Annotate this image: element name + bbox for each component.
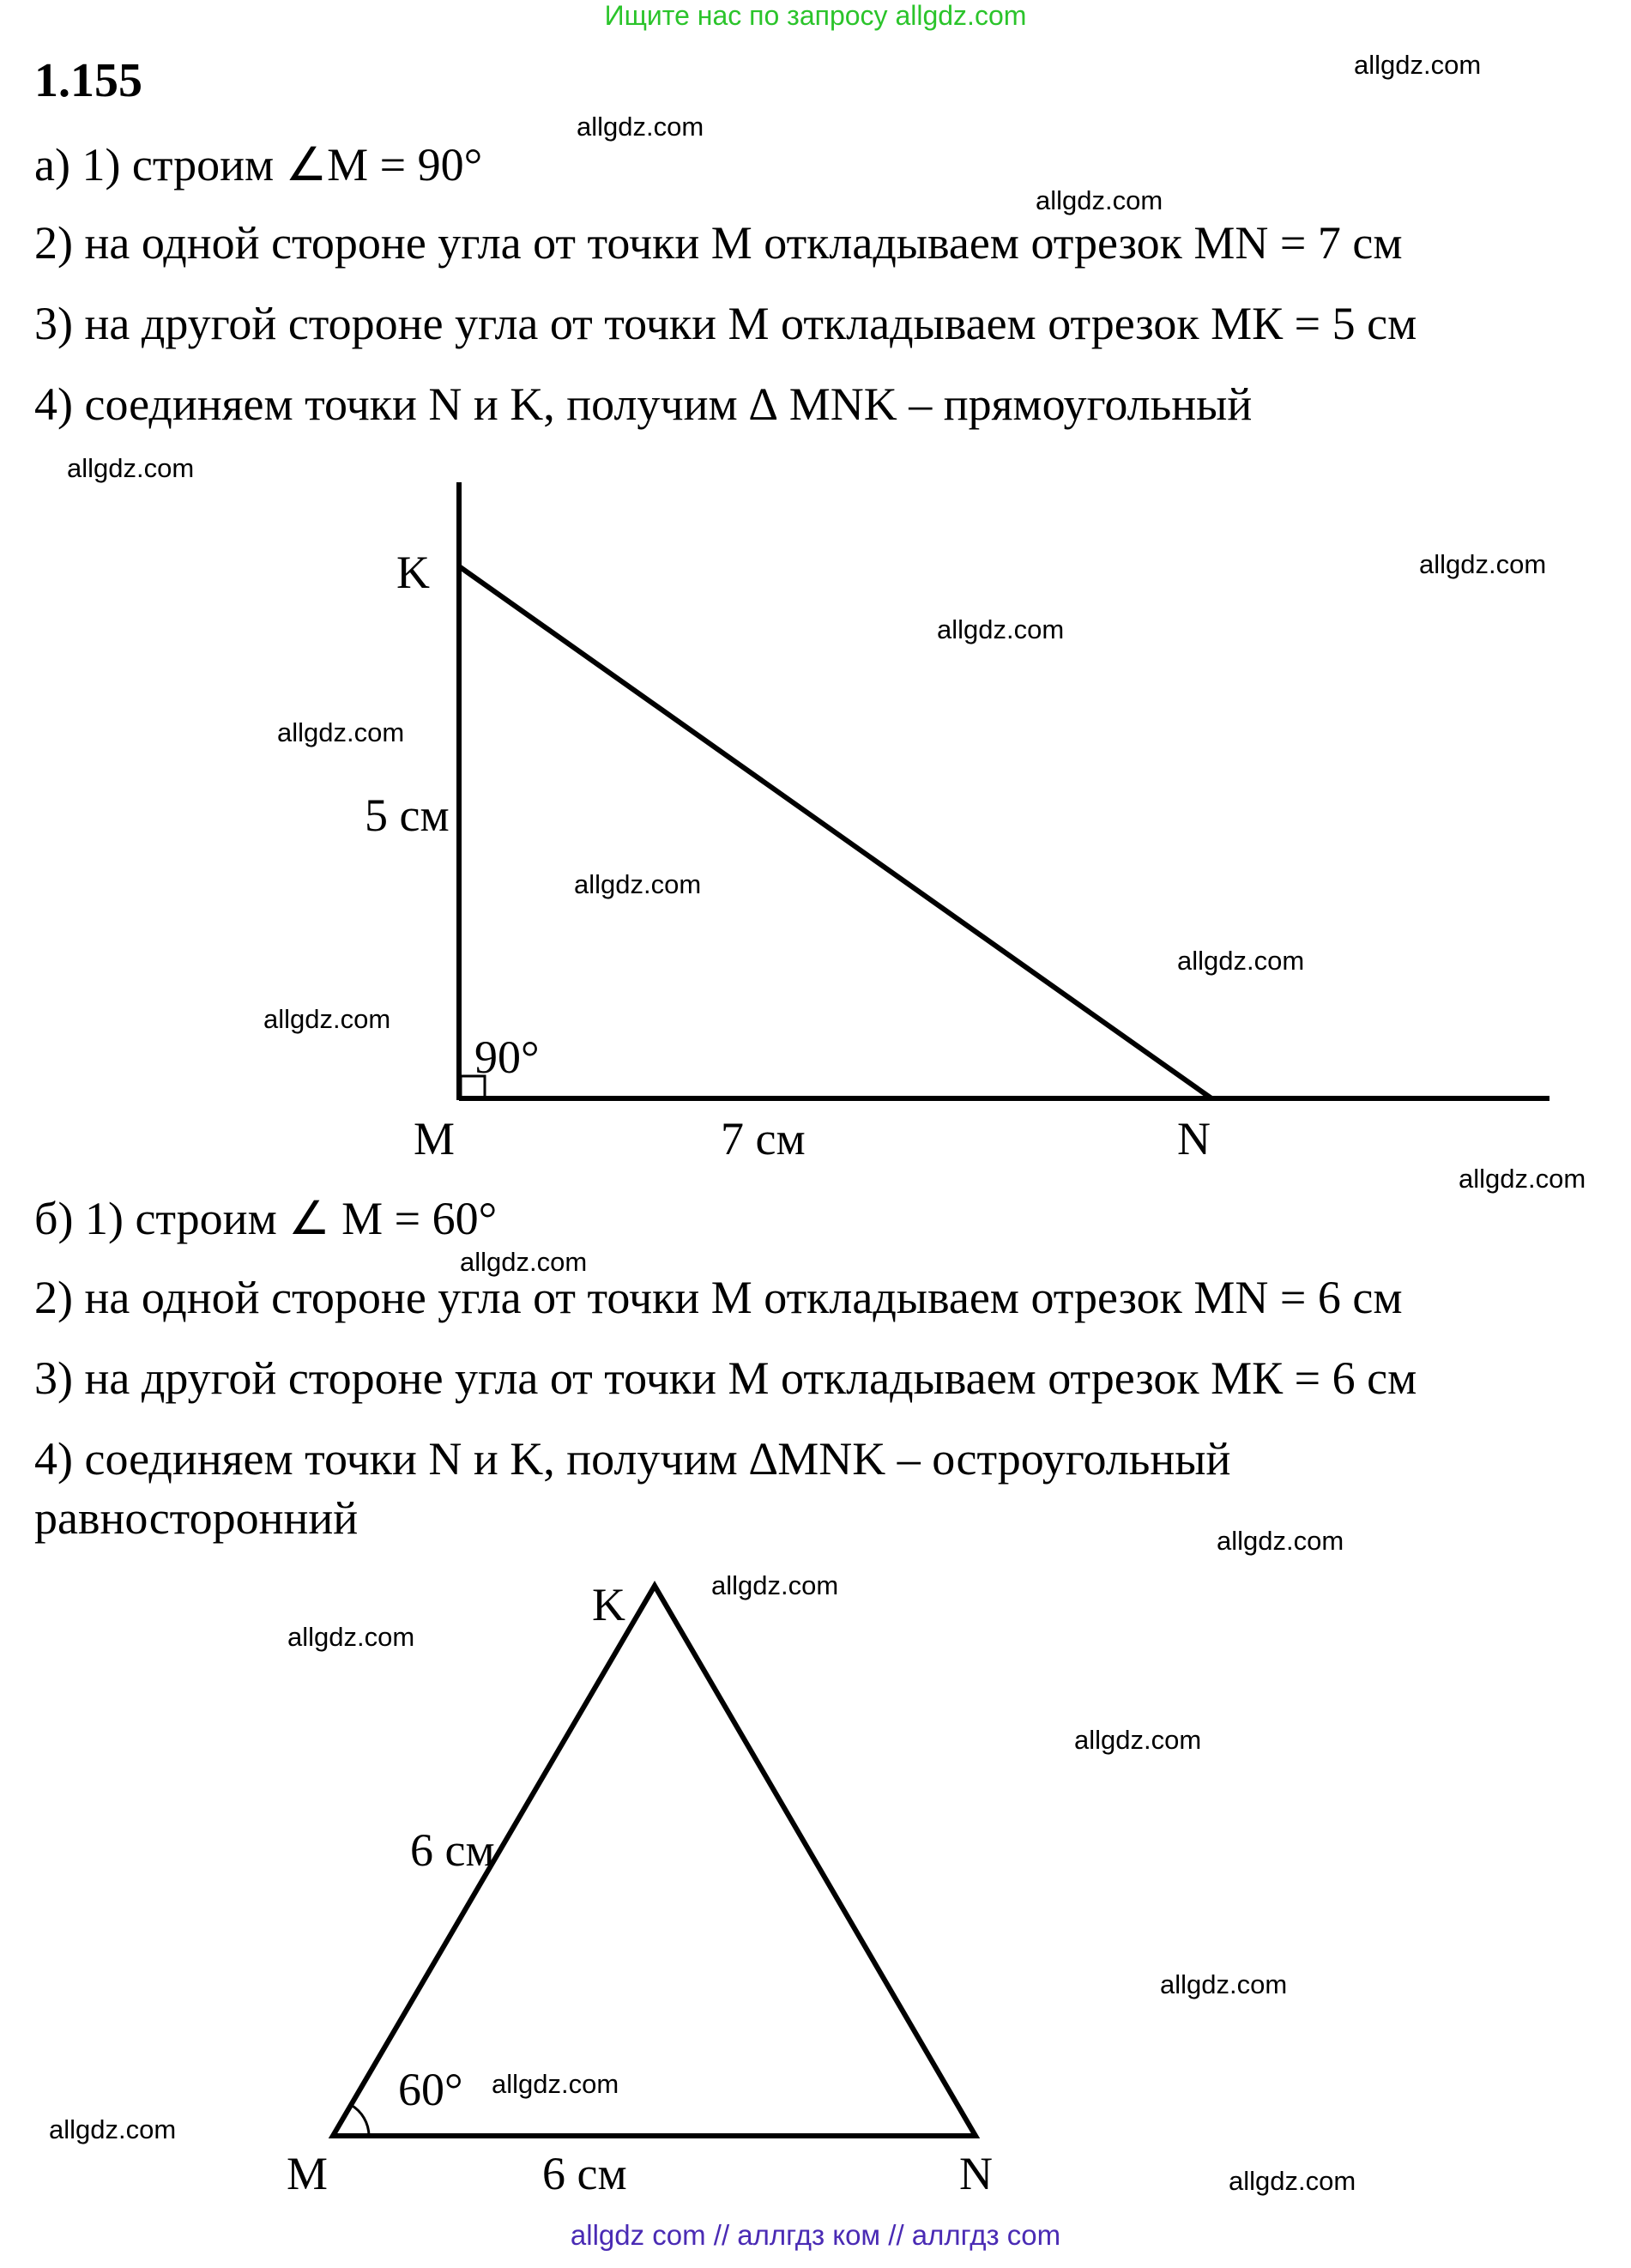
watermark: allgdz.com <box>577 112 704 142</box>
label-k: K <box>592 1579 625 1630</box>
task-number: 1.155 <box>34 54 142 107</box>
part-b-step-1: б) 1) строим ∠ M = 60° <box>34 1193 498 1244</box>
watermark: allgdz.com <box>460 1247 588 1277</box>
part-b-step-4-continued: равносторонний <box>34 1492 359 1544</box>
watermark: allgdz.com <box>277 717 405 747</box>
watermark: allgdz.com <box>1160 1969 1288 1999</box>
watermark: allgdz.com <box>492 2069 619 2099</box>
label-angle-m: 60° <box>398 2064 463 2115</box>
equilateral-triangle-diagram <box>0 1562 1631 2214</box>
watermark: allgdz.com <box>1354 50 1482 80</box>
watermark: allgdz.com <box>263 1004 391 1034</box>
bottom-banner[interactable]: allgdz com // аллгдз ком // аллгдз com <box>570 2219 1061 2251</box>
label-angle-m: 90° <box>474 1031 540 1083</box>
watermark: allgdz.com <box>937 614 1065 644</box>
watermark: allgdz.com <box>711 1570 839 1600</box>
watermark: allgdz.com <box>67 453 195 483</box>
label-side-mn: 6 см <box>542 2148 627 2199</box>
watermark: allgdz.com <box>1217 1526 1344 1556</box>
label-n: N <box>1177 1113 1211 1164</box>
watermark: allgdz.com <box>1177 946 1305 976</box>
watermark: allgdz.com <box>49 2114 177 2144</box>
part-a-step-3: 3) на другой стороне угла от точки M откладываем отрезок MК = 5 см <box>34 298 1417 349</box>
top-banner[interactable]: Ищите нас по запросу allgdz.com <box>604 0 1027 31</box>
right-triangle-diagram <box>0 463 1631 1167</box>
label-m: M <box>414 1113 456 1164</box>
watermark: allgdz.com <box>1459 1164 1586 1194</box>
label-k: K <box>396 547 430 598</box>
watermark: allgdz.com <box>1229 2166 1356 2196</box>
part-b-step-2: 2) на одной стороне угла от точки M откладываем отрезок MN = 6 см <box>34 1272 1403 1323</box>
label-m: M <box>287 2148 329 2199</box>
label-n: N <box>959 2148 993 2199</box>
watermark: allgdz.com <box>1419 549 1547 579</box>
angle-arc-m <box>351 2105 369 2136</box>
part-b-step-4: 4) соединяем точки N и K, получим ∆MNK – остроугольный <box>34 1433 1231 1485</box>
label-side-mk: 6 см <box>410 1824 495 1876</box>
label-side-mn: 7 см <box>721 1113 806 1164</box>
watermark: allgdz.com <box>574 869 702 899</box>
part-a-step-1: а) 1) строим ∠M = 90° <box>34 139 483 191</box>
part-a-step-4: 4) соединяем точки N и K, получим ∆ MNK – прямоугольный <box>34 378 1253 430</box>
side-kn <box>459 566 1211 1098</box>
part-a-step-2: 2) на одной стороне угла от точки M откладываем отрезок MN = 7 см <box>34 217 1403 269</box>
watermark: allgdz.com <box>1036 185 1163 215</box>
label-side-mk: 5 см <box>365 789 450 841</box>
part-b-step-3: 3) на другой стороне угла от точки M откладываем отрезок MК = 6 см <box>34 1352 1417 1404</box>
watermark: allgdz.com <box>1074 1725 1202 1755</box>
watermark: allgdz.com <box>287 1622 415 1652</box>
